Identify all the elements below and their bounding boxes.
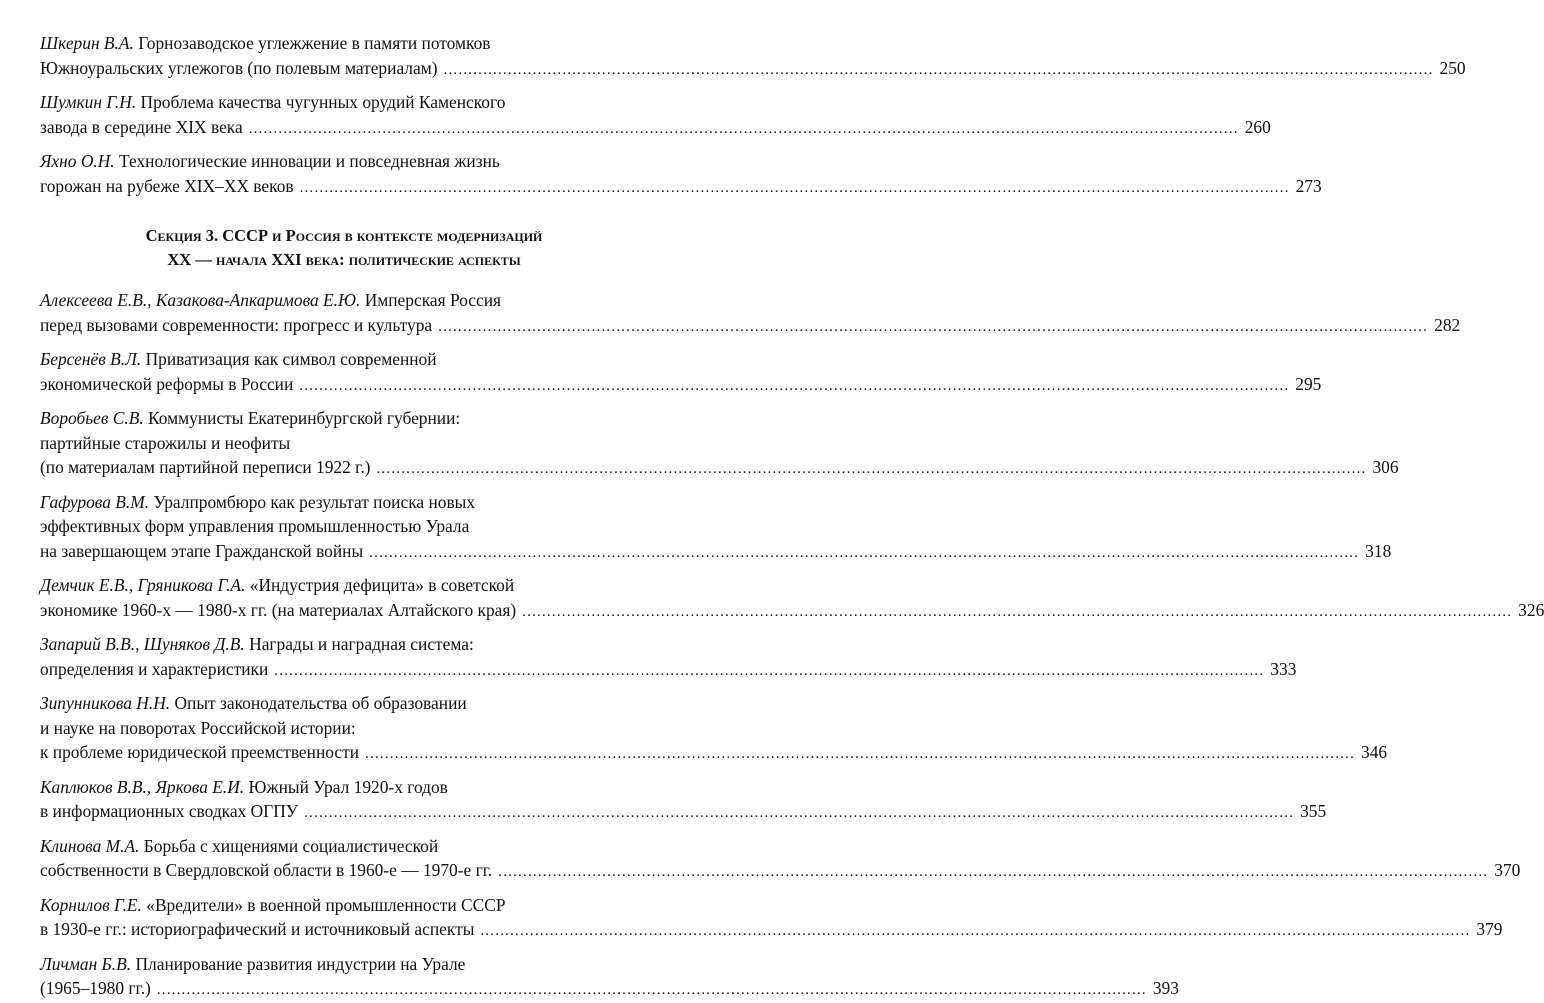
toc-entry-page-number[interactable]: 379 [1476, 919, 1503, 939]
toc-entry-title: Технологические инновации и повседневная жизнь [119, 151, 500, 171]
toc-entry-title: Имперская Россия [364, 290, 502, 310]
toc-entry-title-end: (1965–1980 гг.) [40, 978, 151, 998]
toc-entry-page-number[interactable]: 306 [1372, 457, 1399, 477]
toc-entry-last-line [40, 115, 1271, 142]
toc-entry-title-end: в 1930-е гг.: историографический и источниковый аспекты [40, 919, 475, 939]
toc-entry-title: Уралпромбюро как результат поиска новых [153, 491, 476, 512]
toc-entry-title: Борьба с хищениями социалистической [143, 835, 439, 856]
toc-entry-title: эффективных форм управления промышленностью Урала [40, 516, 470, 536]
toc-entry-line [40, 490, 648, 515]
toc-entry-author: Гафурова В.М. [40, 491, 150, 512]
dot-leader: ........................................................................................................................................................................................................ [443, 61, 1434, 78]
toc-entry-title-end: экономической реформы в России [40, 373, 294, 394]
toc-entry [40, 490, 1392, 566]
section-heading [40, 224, 648, 272]
toc-entry [40, 834, 1521, 885]
toc-entry-page-number[interactable]: 273 [1295, 175, 1322, 196]
toc-entry [40, 691, 1388, 767]
toc-entry-line [40, 775, 648, 800]
toc-entry-title: «Вредители» в военной промышленности СССР [146, 894, 506, 915]
toc-entry-page-number[interactable]: 250 [1439, 57, 1466, 78]
dot-leader: ........................................................................................................................................................................................................ [498, 864, 1489, 880]
toc-entry-page-number[interactable]: 333 [1270, 658, 1297, 679]
toc-entry-last-line [40, 372, 1322, 399]
toc-entry-title-end: собственности в Свердловской области в 1960-е — 1970-е гг. [40, 860, 493, 880]
toc-entry-title-end: Южноуральских углежогов (по полевым материалам) [40, 57, 438, 78]
toc-entry-title: Проблема качества чугунных орудий Каменского [140, 92, 506, 112]
toc-entry-line [40, 632, 648, 657]
section-heading-line-2: XX — начала XXI века: политические аспекты [167, 250, 521, 269]
toc-entry-author: Демчик Е.В., Гряникова Г.А. [40, 575, 246, 595]
toc-entry-page-number[interactable]: 326 [1518, 599, 1544, 620]
toc-entry-page-number[interactable]: 370 [1494, 860, 1521, 880]
toc-entry-author: Зипунникова Н.Н. [40, 693, 171, 713]
toc-entry-last-line [40, 174, 1322, 201]
toc-entry-title-end: горожан на рубеже XIX–XX веков [40, 175, 294, 196]
dot-leader: ........................................................................................................................................................................................................ [248, 120, 1239, 137]
toc-entry-line [40, 288, 648, 313]
toc-entry-author: Каплюков В.В., Яркова Е.И. [40, 776, 245, 797]
toc-entry [40, 149, 1322, 200]
toc-entry-last-line [40, 976, 1179, 1003]
toc-entry-author: Корнилов Г.Е. [40, 894, 142, 915]
toc-entry [40, 288, 1461, 339]
toc-entry-author: Запарий В.В., Шуняков Д.В. [40, 634, 245, 654]
toc-entry-author: Клинова М.А. [40, 835, 140, 856]
toc-entry-line [40, 573, 648, 598]
toc-entry [40, 952, 1179, 1003]
toc-entry-title: Планирование развития индустрии на Урале [135, 953, 466, 974]
dot-leader: ........................................................................................................................................................................................................ [522, 603, 1513, 620]
section-heading-line-1: Секция 3. СССР и Россия в контексте модернизаций [145, 226, 543, 245]
toc-entry [40, 90, 1271, 141]
toc-entry-line [40, 431, 648, 456]
toc-entry-title: Приватизация как символ современной [145, 349, 437, 369]
dot-leader: ........................................................................................................................................................................................................ [480, 923, 1471, 939]
toc-entry-title: Награды и наградная система: [249, 634, 474, 654]
toc-entry-author: Шкерин В.А. [40, 33, 134, 53]
dot-leader: ........................................................................................................................................................................................................ [274, 662, 1265, 679]
toc-entry-author: Личман Б.В. [40, 953, 132, 974]
toc-entry-title: Южный Урал 1920-х годов [248, 776, 448, 797]
toc-list-top [40, 31, 1466, 200]
toc-entry-page-number[interactable]: 318 [1365, 540, 1392, 561]
toc-entry-title-end: экономике 1960-х — 1980-х гг. (на материалах Алтайского края) [40, 599, 517, 620]
toc-entry-last-line [40, 740, 1388, 767]
toc-entry-last-line [40, 598, 1544, 625]
toc-entry-title: Коммунисты Екатеринбургской губернии: [148, 408, 461, 428]
toc-entry-line [40, 691, 648, 716]
dot-leader: ........................................................................................................................................................................................................ [365, 746, 1356, 762]
toc-entry-line [40, 347, 648, 372]
toc-entry-page-number[interactable]: 346 [1361, 742, 1388, 762]
toc-entry [40, 406, 1399, 482]
toc-entry-title-end: на завершающем этапе Гражданской войны [40, 540, 364, 561]
dot-leader: ........................................................................................................................................................................................................ [304, 805, 1295, 821]
dot-leader: ........................................................................................................................................................................................................ [299, 377, 1290, 394]
toc-entry-title-end: в информационных сводках ОГПУ [40, 801, 299, 821]
toc-entry-line [40, 149, 648, 174]
toc-entry-last-line [40, 455, 1399, 482]
toc-entry-page-number[interactable]: 393 [1152, 978, 1179, 998]
toc-entry-author: Алексеева Е.В., Казакова-Апкаримова Е.Ю. [40, 290, 361, 310]
toc-entry-title: Горнозаводское углежжение в памяти потомков [138, 33, 491, 53]
toc-entry-author: Шумкин Г.Н. [40, 92, 137, 112]
toc-entry [40, 632, 1297, 683]
dot-leader: ........................................................................................................................................................................................................ [376, 461, 1367, 477]
toc-entry-last-line [40, 657, 1297, 684]
toc-entry-page-number[interactable]: 355 [1300, 801, 1327, 821]
toc-entry-last-line [40, 313, 1461, 340]
toc-entry-page-number[interactable]: 260 [1244, 116, 1271, 137]
toc-entry-title: «Индустрия дефицита» в советской [249, 575, 515, 595]
toc-entry-last-line [40, 858, 1521, 885]
toc-entry-line [40, 31, 648, 56]
toc-entry-page-number[interactable]: 295 [1295, 373, 1322, 394]
toc-entry-last-line [40, 917, 1503, 944]
toc-entry-last-line [40, 799, 1327, 826]
dot-leader: ........................................................................................................................................................................................................ [299, 179, 1290, 196]
toc-entry [40, 775, 1327, 826]
toc-entry [40, 893, 1503, 944]
toc-entry-line [40, 716, 648, 741]
toc-list-section-3 [40, 288, 1544, 1003]
toc-entry-line [40, 952, 648, 977]
toc-entry-page-number[interactable]: 282 [1434, 314, 1461, 335]
toc-entry-title: Опыт законодательства об образовании [174, 693, 467, 713]
toc-entry [40, 31, 1466, 82]
toc-entry-title: партийные старожилы и неофиты [40, 432, 291, 453]
toc-entry-author: Яхно О.Н. [40, 151, 115, 171]
dot-leader: ........................................................................................................................................................................................................ [156, 982, 1147, 998]
toc-entry-author: Берсенёв В.Л. [40, 349, 142, 369]
toc-entry-line [40, 406, 648, 431]
toc-entry-author: Воробьев С.В. [40, 408, 144, 428]
dot-leader: ........................................................................................................................................................................................................ [369, 544, 1360, 561]
toc-entry-line [40, 834, 648, 859]
toc-entry-last-line [40, 539, 1392, 566]
toc-entry-title-end: завода в середине XIX века [40, 116, 243, 137]
toc-entry-last-line [40, 56, 1466, 83]
toc-entry-line [40, 514, 648, 539]
toc-entry-title-end: перед вызовами современности: прогресс и культура [40, 314, 433, 335]
toc-entry-title-end: к проблеме юридической преемственности [40, 742, 360, 762]
toc-entry-title-end: (по материалам партийной переписи 1922 г.) [40, 457, 371, 477]
toc-entry-line [40, 90, 648, 115]
dot-leader: ........................................................................................................................................................................................................ [438, 318, 1429, 335]
toc-entry-line [40, 893, 648, 918]
toc-entry [40, 573, 1544, 624]
toc-entry-title: и науке на поворотах Российской истории: [40, 717, 356, 738]
toc-entry-title-end: определения и характеристики [40, 658, 269, 679]
toc-entry [40, 347, 1322, 398]
